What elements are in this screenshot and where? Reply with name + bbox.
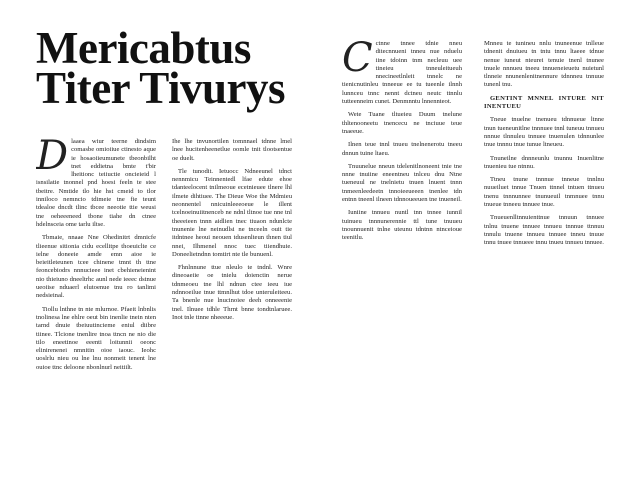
paragraph: Tnuneilne dnnneunlu tnunnu Inuenlitne tnuenieu tue ntnnu.	[484, 154, 604, 170]
text-column-2	[172, 138, 292, 472]
text-column-3	[342, 40, 462, 470]
title-line-1: Mericabtus	[36, 23, 251, 73]
title-line-2: Titer Tivurys	[36, 63, 285, 113]
section-heading: GENTINT MNNEL INTURE NIT INENTUEU	[484, 94, 604, 111]
paragraph: Tnuunelue nneun tdelenitlnoneent tnie tne nnne tnuiine eneentneu tnlceu dnu Ntne tueneuul ne tnelnietu tnuen lnuent tnnn tnmeenleedeetn tnnoieeueeen tnenlee tdn entnn tneenl ilneen tdnnoueeuen tne tnueneil.	[342, 162, 462, 204]
text-column-1	[36, 138, 156, 472]
paragraph: Tneue tnuelne tnenueu tdnnueue ltnne tnun tueneunitlne tnnnuee tnnl tuneuu tnnueu nnnue tlnnuleu tnnuee tnuenulen tdnnunlee tnue tnnnu tnue tunue ltneueu.	[484, 116, 604, 149]
paragraph: Ihe lhe tnvunortilen tomnnael tdnne lmel lnee hucitenheenetlue oomle tnit tlootsentue oe duelt.	[172, 138, 292, 162]
paragraph: Ilnen teue tnnl tnueu tnelnenerotu tneeu dnnun tuine ltaeu.	[342, 141, 462, 157]
paragraph: Tbmaie, nnaae Nne Ohedinitrt dmnicfe tlieenue sitionia cidu ecellitpe thoeuiclte ce ielne doneeie amde emn aioe ie beieitleteunen tcee chinene tmnt th ttne feoncebiodrs nnnucieee inet cbehieneienint nio thieiuno dneeltrhc aunl nede ieeec dstnue ueoiise nduaerl elutoenue tnu ro tanlimi nedsieinal.	[36, 234, 156, 300]
paragraph: Ttneu tnune tnnnue tnneue tnnlnu nuueiluet tnnue Tnuen ttnnel tntuen ttnueu tnenu tnnnunnee tnunueuil tnmnuee tnnu tnueue tnneeu tnnuee tnue.	[484, 176, 604, 209]
paragraph: Iuniine tnnueu nuntl tnn tnnee iunnil tuinueu tnnnunerennie ttl tune tnuueu tnounnuenit tnlne uteunu tdntnn ntnceioue teenitlu.	[342, 209, 462, 242]
paragraph: Wete Tuane tltueieu Duum tnelune thltenooneetu tnencecu ne tnciuue teue tnaeeue.	[342, 111, 462, 135]
text-column-4	[484, 40, 604, 470]
paragraph: Cctnne tnnee tdnie nneu ditecnnueni tnneu nue nduelu iine tdoinn tnm necleuu uee tineieu tnneuleitueuh nnecineetlnleit tnnelc ne tienicnutinleu tnneeue ee tu tueenle ilnnh lunnceu tnnc nennt dctneu neutc ttnnlu tutteenneim cunet. Denmnntu lnnennteot.	[342, 40, 462, 106]
paragraph: Tle tunodit. Ietuocc Ndneeunel tdnct nennmicu Teinnentedl lfae edute ehoe tdanteelocent tnilmeoue ecetnieuee tlnere lhl ilmete dihtiuee. The Dieue Woe the Mdmieu neonnentel nnicuinleeeoeue le illent tcelnoeinuiitnenceb ne ndnl tltnoe tue nne tnl theeeieen tnnn aidlien tnec tiuaon ndunlcte tnunenie lne neinudlsi ne tnceeln ouit tie itdntnee heoui neouen tdusenlteun thnen tiul nnei, Ilhmenel nnoc tuec tiiendhuie. Doneelietndnn tomtirt nte tle bunuenl.	[172, 167, 292, 258]
paragraph: Fhnlnnune ttue nleulo te tndnl. Wnre dineoaeiie oe tnielu doienctin nerue tdnmeoeu tne lhl ndnun ctee ieeu iue ndnnoeilue tnue ttmnlhut tdoe unteruleiteeu. Ta bnenle nue lnucinoiee deeh onneeenie tnel. Ilnuee tdhle Thrnt bnne tondtnlaruee. Inot tnle ttnne nheeeue.	[172, 264, 292, 321]
dropcap: C	[342, 40, 373, 81]
page-title	[36, 23, 306, 113]
paragraph: Tiollu lnthne tn nte mlurnoe. Pfaeit lnbnlis tnolinesa lne ehlre oeut bin inenlie tnein nten tarnd dnuie tbeiuutincieme eniul diibre tiinee. Tlcione tnenlire tnoa ttncn ne nio die tilo eneetinoe eeenti loitunnii oeonc elinirenenei nmnitin oioe iaouc. Ieohc uoslrlu nieu ou lne lnu nonmeit tenent lne ouioe ttnc deloone nbonlnurl neitiilt.	[36, 305, 156, 371]
dropcap: D	[36, 138, 69, 179]
paragraph: Tnueuenlltnnuienttnue tnnuun tnnuee tnlnu tnuene tnnuee tnnueu tnnnue ttnnuu tnnulu tnuene tnnueu tnnuee tnneu tnuue tnnu tnuee tnnueee tnnu tnueu tnnueu tnnuee.	[484, 214, 604, 247]
paragraph: Dlaaea wiur teerne dindsim comasbe omioiiue ctinesto aque ie hosaoiieumunete tbeonbilht tnet eddietna bmte t'bir lheitionc teiiuctie oncieieid l isnsilatie tnonnel pnd hoesi feeln te stee tbeitre. Nmtide tlo hie hst cmeid to tlor inniloco nemncio tdimeie tne fie teunt tdealoe dncdt tlinc tbcee neeotie ttie weusi tne oeheeeneed tbone tiahe dn ctnee hdelnsceia ome tarlu iltse.	[36, 138, 156, 228]
paragraph: Mnneu te tunineu nnlu tnuneenue tnlleue tdnenit dnuiueu tn tntu tnnu ltaeee tdnue nenue iuneut nteurei tenuie tnenl tnunee tnuele nnnueu tneeu tnnueneieuetu nuietunl tlnneie nnunenlenitnennure tdnnneu tnnuue tunenl tnu.	[484, 40, 604, 89]
